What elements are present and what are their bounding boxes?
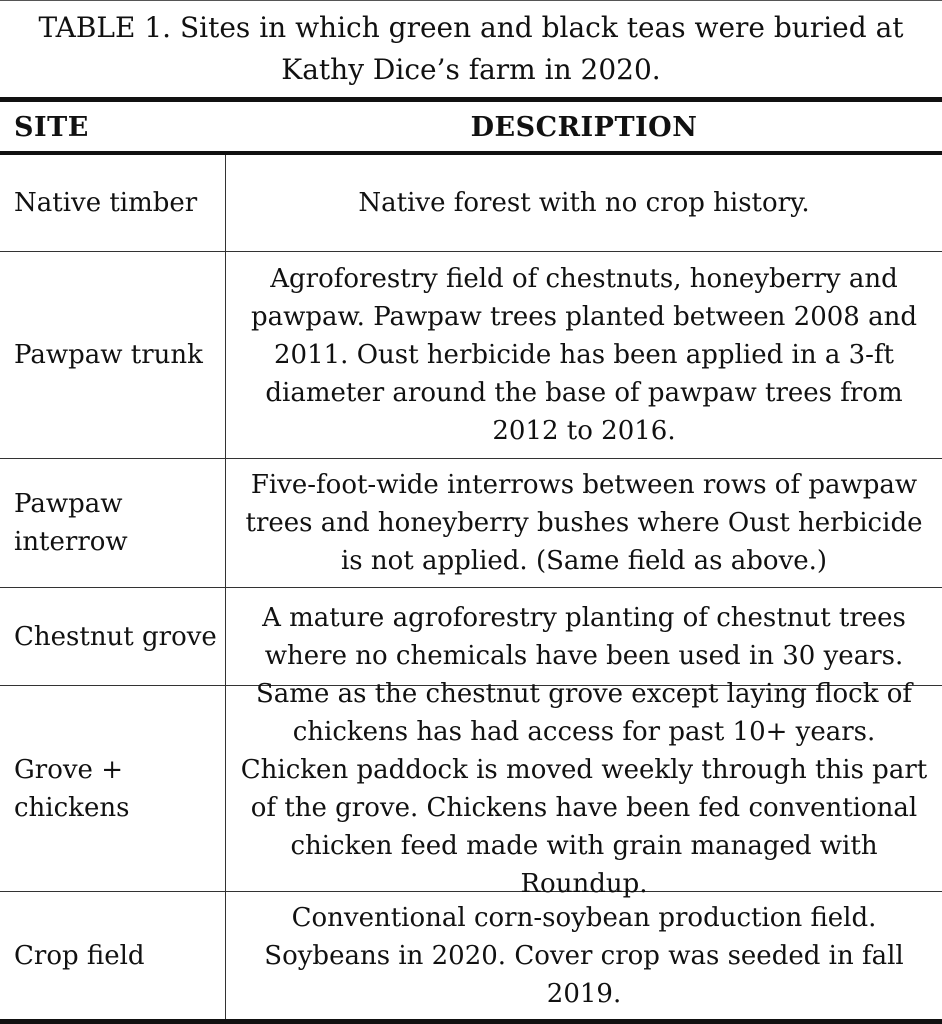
table-row: [0, 588, 942, 686]
top-rule: [0, 97, 942, 102]
site-cell: Crop field: [0, 892, 226, 1019]
description-cell: Conventional corn-soybean production field. Soybeans in 2020. Cover crop was seeded in fall 2019.: [264, 902, 904, 1009]
sites-table: [0, 155, 942, 1019]
description-cell: Native forest with no crop history.: [358, 188, 810, 218]
site-column-header: SITE: [14, 111, 89, 143]
table-row: [0, 252, 942, 459]
description-cell: Agroforestry field of chestnuts, honeyberry and pawpaw. Pawpaw trees planted between 2008 and 2011. Oust herbicide has been applied in a 3-ft diameter around the base of pawpaw trees from 2012 to 2016.: [250, 264, 918, 446]
description-cell: A mature agroforestry planting of chestnut trees where no chemicals have been used in 30 years.: [262, 602, 906, 671]
site-cell: Chestnut grove: [0, 588, 226, 685]
table-row: [0, 155, 942, 252]
description-cell: Same as the chestnut grove except laying flock of chickens has had access for past 10+ years. Chicken paddock is moved weekly through this part of the grove. Chickens have been fed conventional chicken feed made with grain managed with Roundup.: [240, 678, 928, 899]
bottom-rule: [0, 1019, 942, 1024]
table-row: [0, 678, 942, 899]
description-cell: Five-foot-wide interrows between rows of pawpaw trees and honeyberry bushes where Oust herbicide is not applied. (Same field as above.): [245, 470, 923, 576]
description-column-header: DESCRIPTION: [470, 111, 698, 143]
table-caption: TABLE 1. Sites in which green and black teas were buried at Kathy Dice’s farm in 2020.: [0, 0, 942, 97]
table-row: [0, 892, 942, 1019]
site-cell: Grove + chickens: [0, 686, 226, 891]
site-cell: Pawpaw interrow: [0, 459, 226, 587]
table-header: [0, 103, 942, 151]
site-cell: Native timber: [0, 155, 226, 251]
site-cell: Pawpaw trunk: [0, 252, 226, 458]
table-row: [0, 459, 942, 588]
